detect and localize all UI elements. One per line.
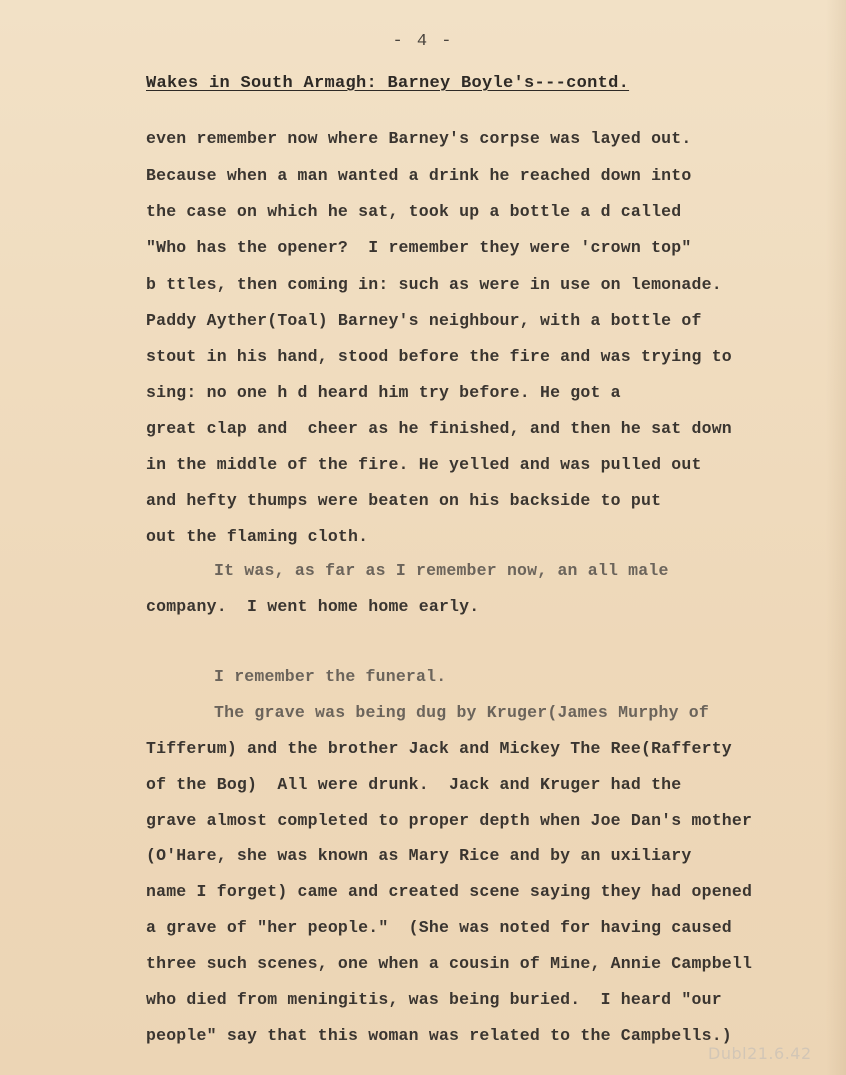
text-line: in the middle of the fire. He yelled and was pulled out	[146, 455, 702, 474]
text-line: the case on which he sat, took up a bottle a d called	[146, 202, 682, 221]
text-line: The grave was being dug by Kruger(James Murphy of	[214, 703, 709, 722]
text-line: "Who has the opener? I remember they were 'crown top"	[146, 238, 692, 257]
text-line: a grave of "her people." (She was noted for having caused	[146, 918, 732, 937]
text-line: I remember the funeral.	[214, 667, 447, 686]
text-line: grave almost completed to proper depth when Joe Dan's mother	[146, 811, 753, 830]
text-line: It was, as far as I remember now, an all male	[214, 561, 669, 580]
text-line: who died from meningitis, was being buried. I heard "our	[146, 990, 722, 1009]
section-heading: Wakes in South Armagh: Barney Boyle's---contd.	[146, 74, 630, 93]
page-edge-shadow	[826, 0, 846, 1075]
text-line: great clap and cheer as he finished, and then he sat down	[146, 419, 732, 438]
text-line: Because when a man wanted a drink he reached down into	[146, 166, 692, 185]
archive-stamp: Dubl21.6.42	[708, 1044, 812, 1063]
text-line: three such scenes, one when a cousin of Mine, Annie Campbell	[146, 954, 753, 973]
text-line: of the Bog) All were drunk. Jack and Kruger had the	[146, 775, 682, 794]
text-line: name I forget) came and created scene saying they had opened	[146, 882, 753, 901]
text-line: people" say that this woman was related to the Campbells.)	[146, 1026, 732, 1045]
text-line: Tifferum) and the brother Jack and Mickey The Ree(Rafferty	[146, 739, 732, 758]
text-line: stout in his hand, stood before the fire and was trying to	[146, 347, 732, 366]
text-line: and hefty thumps were beaten on his backside to put	[146, 491, 662, 510]
text-line: b ttles, then coming in: such as were in use on lemonade.	[146, 275, 722, 294]
text-line: company. I went home home early.	[146, 597, 480, 616]
text-line: even remember now where Barney's corpse was layed out.	[146, 129, 692, 148]
text-line: out the flaming cloth.	[146, 527, 369, 546]
text-line: (O'Hare, she was known as Mary Rice and by an uxiliary	[146, 846, 692, 865]
text-line: sing: no one h d heard him try before. He got a	[146, 383, 621, 402]
page-number: - 4 -	[392, 32, 454, 51]
text-line: Paddy Ayther(Toal) Barney's neighbour, with a bottle of	[146, 311, 702, 330]
